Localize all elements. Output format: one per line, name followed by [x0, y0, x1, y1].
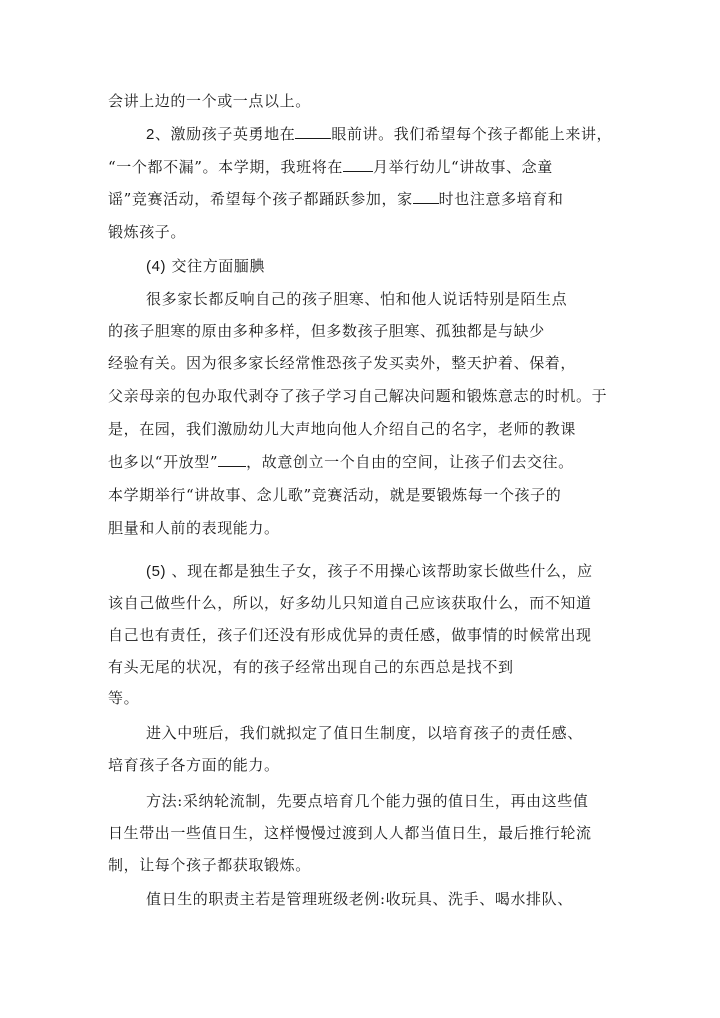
text-line: 锻炼孩子。 [108, 223, 187, 241]
fill-in-blank [343, 157, 373, 172]
text-line: 的孩子胆寒的原由多种多样，但多数孩子胆寒、孤独都是与缺少 [108, 322, 545, 340]
text-line: 经验有关。因为很多家长经常惟恐孩子发买卖外，整天护着、保着， [108, 354, 577, 372]
text-number: (5) [146, 563, 167, 580]
text-line: 是，在园，我们激励幼儿大声地向他人介绍自己的名字，老师的教课 [108, 420, 577, 438]
text-line: 有头无尾的状况，有的孩子经常出现自己的东西总是找不到 [108, 658, 514, 676]
text-segment: 、激励孩子英勇地在 [154, 125, 296, 143]
fill-in-blank [295, 124, 331, 139]
text-segment: 时也注意多培育和 [438, 190, 564, 208]
text-line: 制，让每个孩子都获取锻炼。 [108, 856, 311, 874]
text-line: 等。 [108, 689, 140, 707]
text-line: 进入中班后，我们就拟定了值日生制度，以培育孩子的责任感、 [146, 724, 583, 742]
text-segment: 谣”竞赛活动，希望每个孩子都踊跃参加，家 [108, 190, 413, 208]
section-heading [146, 256, 265, 277]
fill-in-blank [218, 452, 246, 467]
text-line: 胆量和人前的表现能力。 [108, 519, 280, 537]
text-number: (4) [146, 258, 167, 275]
text-segment: ，故意创立一个自由的空间，让孩子们去交往。 [246, 453, 574, 471]
text-line: 自己也有责任，孩子们还没有形成优异的责任感，做事情的时候常出现 [108, 626, 592, 644]
text-segment: 也多以“开放型” [108, 453, 219, 471]
text-segment: 交往方面腼腆 [166, 257, 266, 275]
text-line [146, 561, 593, 582]
text-segment: 眼前讲。我们希望每个孩子都能上来讲， [331, 125, 613, 143]
text-line [108, 189, 563, 209]
text-line: 值日生的职责主若是管理班级老例:收玩具、洗手、喝水排队、 [146, 890, 573, 908]
text-line: 很多家长都反响自己的孩子胆寒、怕和他人说话特别是陌生点 [146, 290, 568, 308]
text-line: 本学期举行“讲故事、念儿歌”竞赛活动，就是要锻炼每一个孩子的 [108, 486, 562, 504]
text-line: 会讲上边的一个或一点以上。 [108, 92, 311, 110]
text-line: 日生带出一些值日生，这样慢慢过渡到人人都当值日生，最后推行轮流 [108, 824, 592, 842]
text-segment: 、现在都是独生子女，孩子不用操心该帮助家长做些什么，应 [166, 562, 593, 580]
text-line [108, 452, 574, 472]
text-number: 2 [146, 126, 155, 143]
text-segment: 月举行幼儿“讲故事、念童 [372, 158, 553, 176]
text-line: 方法:采纳轮流制，先要点培育几个能力强的值日生，再由这些值 [146, 792, 589, 810]
fill-in-blank [413, 189, 439, 204]
text-line [146, 124, 612, 145]
text-line: 父亲母亲的包办取代剥夺了孩子学习自己解决问题和锻炼意志的时机。于 [108, 387, 608, 405]
text-line: 该自己做些什么，所以，好多幼儿只知道自己应该获取什么，而不知道 [108, 594, 592, 612]
text-segment: “一个都不漏”。本学期，我班将在 [108, 158, 343, 176]
text-line [108, 157, 553, 177]
text-line: 培育孩子各方面的能力。 [108, 756, 280, 774]
